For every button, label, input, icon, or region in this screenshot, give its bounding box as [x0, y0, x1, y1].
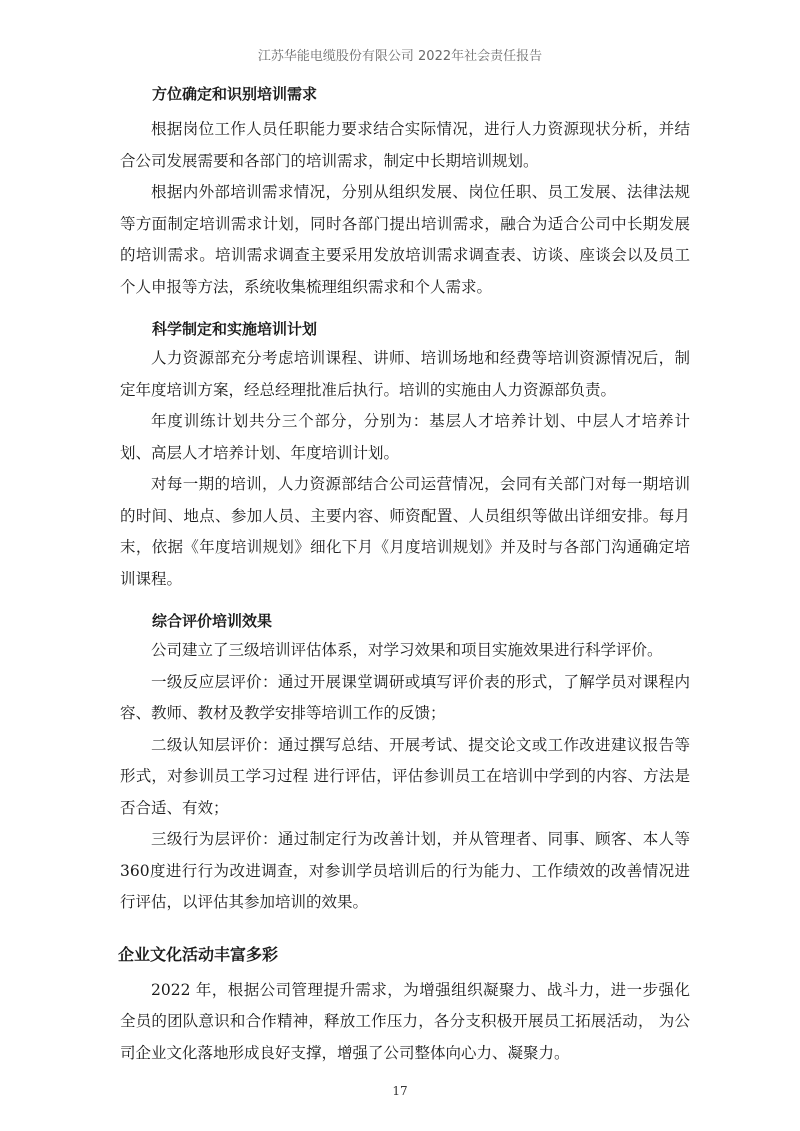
- section-title-training-evaluation: 综合评价培训效果: [152, 612, 273, 630]
- paragraph: 2022 年，根据公司管理提升需求，为增强组织凝聚力、战斗力，进一步强化全员的团队意识和合作精神，释放工作压力，各分支积极开展员工拓展活动， 为公司企业文化落地形成良好支撑，增强了公司整体向心力、凝聚力。: [120, 980, 690, 1062]
- paragraph: 年度训练计划共分三个部分，分别为：基层人才培养计划、中层人才培养计划、高层人才培养计划、年度培训计划。: [120, 412, 690, 462]
- paragraph: 公司建立了三级培训评估体系，对学习效果和项目实施效果进行科学评价。: [151, 641, 663, 659]
- paragraph: 对每一期的培训，人力资源部结合公司运营情况，会同有关部门对每一期培训的时间、地点、参加人员、主要内容、师资配置、人员组织等做出详细安排。每月末，依据《年度培训规划》细化下月《月度培训规划》并及时与各部门沟通确定培训课程。: [120, 475, 690, 588]
- section-title-corporate-culture: 企业文化活动丰富多彩: [118, 944, 279, 964]
- page-content: [120, 80, 690, 1069]
- paragraph: 二级认知层评价：通过撰写总结、开展考试、提交论文或工作改进建议报告等形式，对参训员工学习过程 进行评估，评估参训员工在培训中学到的内容、方法是否合适、有效；: [120, 735, 690, 817]
- section-title-training-needs: 方位确定和识别培训需求: [152, 85, 318, 103]
- paragraph: 一级反应层评价：通过开展课堂调研或填写评价表的形式，了解学员对课程内容、教师、教材及教学安排等培训工作的反馈；: [120, 672, 690, 722]
- paragraph: 人力资源部充分考虑培训课程、讲师、培训场地和经费等培训资源情况后，制定年度培训方案，经总经理批准后执行。培训的实施由人力资源部负责。: [120, 349, 690, 399]
- page-number: 17: [392, 1084, 408, 1098]
- paragraph: 根据岗位工作人员任职能力要求结合实际情况，进行人力资源现状分析，并结合公司发展需要和各部门的培训需求，制定中长期培训规划。: [120, 120, 690, 170]
- page-header: 江苏华能电缆股份有限公司 2022年社会责任报告: [257, 49, 543, 64]
- paragraph: 三级行为层评价：通过制定行为改善计划，并从管理者、同事、顾客、本人等360度进行行为改进调查，对参训学员培训后的行为能力、工作绩效的改善情况进行评估，以评估其参加培训的效果。: [120, 830, 690, 911]
- section-title-training-plan: 科学制定和实施培训计划: [152, 320, 318, 338]
- paragraph: 根据内外部培训需求情况，分别从组织发展、岗位任职、员工发展、法律法规等方面制定培训需求计划，同时各部门提出培训需求，融合为适合公司中长期发展的培训需求。培训需求调查主要采用发放培训需求调查表、访谈、座谈会以及员工个人申报等方法，系统收集梳理组织需求和个人需求。: [120, 183, 690, 296]
